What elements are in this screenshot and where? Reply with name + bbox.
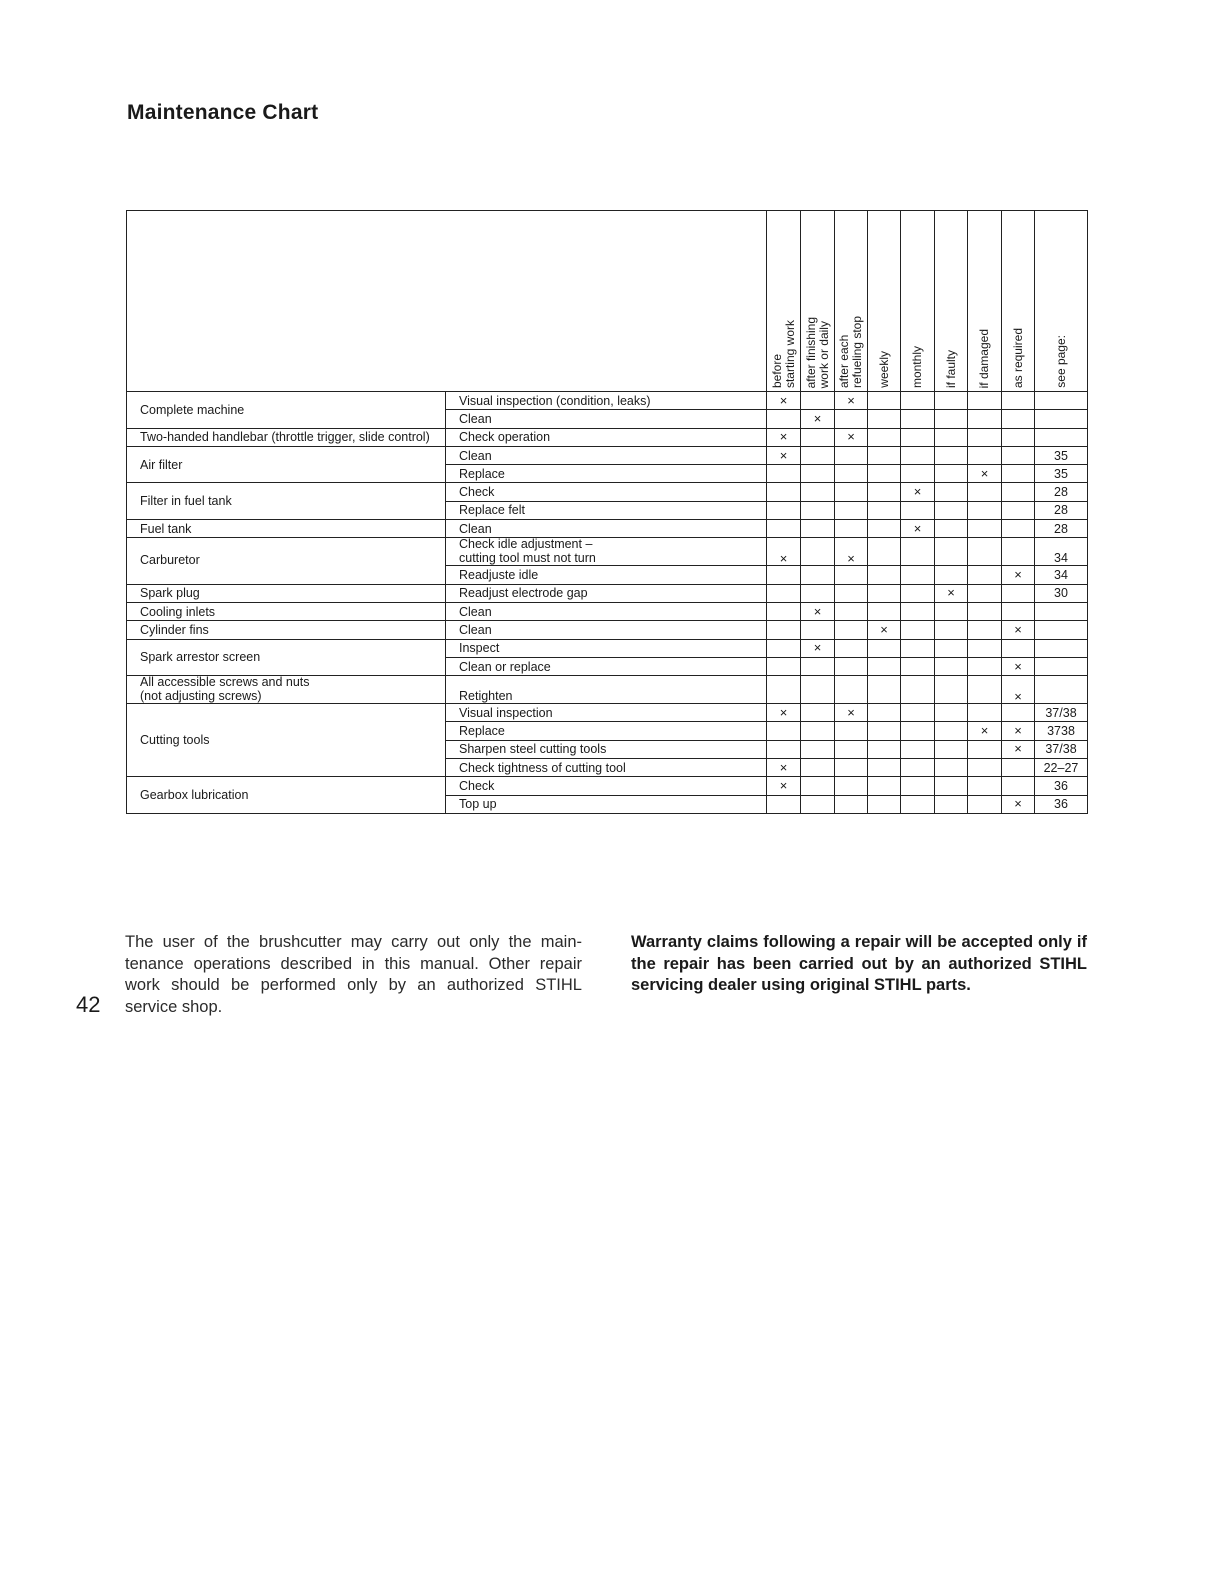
interval-mark-cell (835, 621, 868, 639)
check-mark: × (1014, 621, 1022, 637)
interval-mark-cell (1002, 759, 1035, 777)
interval-mark-cell (901, 566, 935, 584)
table-row (127, 392, 1088, 410)
interval-mark-cell (901, 657, 935, 675)
interval-mark-cell (968, 795, 1002, 813)
see-page-cell: 37/38 (1035, 740, 1088, 758)
interval-mark-cell (1002, 538, 1035, 566)
interval-mark-cell (868, 501, 901, 519)
action-cell: Readjuste idle (446, 566, 767, 584)
action-cell: Replace (446, 465, 767, 483)
page-title: Maintenance Chart (127, 101, 319, 124)
interval-mark-cell (1002, 795, 1035, 813)
check-mark: × (947, 585, 955, 601)
interval-mark-cell (1002, 777, 1035, 795)
interval-mark-cell (901, 740, 935, 758)
interval-mark-cell (767, 566, 801, 584)
interval-mark-cell (835, 740, 868, 758)
interval-mark-cell (835, 722, 868, 740)
interval-mark-cell (868, 392, 901, 410)
column-header-label: if faulty (943, 349, 958, 388)
see-page-cell (1035, 621, 1088, 639)
interval-mark-cell (901, 428, 935, 446)
action-cell: Top up (446, 795, 767, 813)
interval-mark-cell (767, 722, 801, 740)
interval-mark-cell (767, 392, 801, 410)
interval-mark-cell (868, 584, 901, 602)
component-cell: Cooling inlets (127, 602, 446, 620)
column-header-label: before starting work (769, 319, 797, 388)
interval-mark-cell (901, 584, 935, 602)
action-cell: Clean (446, 621, 767, 639)
interval-mark-cell (835, 446, 868, 464)
interval-mark-cell (767, 584, 801, 602)
interval-mark-cell (801, 520, 835, 538)
see-page-cell: 22–27 (1035, 759, 1088, 777)
interval-mark-cell (935, 722, 968, 740)
see-page-cell: 35 (1035, 465, 1088, 483)
interval-mark-cell (968, 740, 1002, 758)
interval-mark-cell (935, 584, 968, 602)
interval-mark-cell (801, 722, 835, 740)
action-cell: Visual inspection (condition, leaks) (446, 392, 767, 410)
check-mark: × (1014, 688, 1022, 704)
interval-mark-cell (935, 704, 968, 722)
interval-mark-cell (935, 392, 968, 410)
interval-mark-cell (868, 795, 901, 813)
interval-mark-cell (1002, 602, 1035, 620)
interval-mark-cell (935, 465, 968, 483)
interval-mark-cell (868, 777, 901, 795)
header-row (127, 211, 1088, 392)
interval-mark-cell (901, 621, 935, 639)
interval-mark-cell (901, 602, 935, 620)
interval-mark-cell (935, 520, 968, 538)
interval-mark-cell (801, 621, 835, 639)
see-page-cell: 37/38 (1035, 704, 1088, 722)
interval-mark-cell (835, 676, 868, 704)
interval-mark-cell (901, 410, 935, 428)
interval-mark-cell (968, 584, 1002, 602)
interval-mark-cell (868, 657, 901, 675)
interval-mark-cell (767, 538, 801, 566)
check-mark: × (847, 550, 855, 566)
interval-mark-cell (767, 501, 801, 519)
action-cell: Check (446, 483, 767, 501)
check-mark: × (779, 447, 788, 463)
check-mark: × (779, 704, 788, 720)
interval-mark-cell (868, 538, 901, 566)
interval-mark-cell (835, 428, 868, 446)
interval-mark-cell (968, 501, 1002, 519)
interval-mark-cell (801, 602, 835, 620)
interval-mark-cell (1002, 520, 1035, 538)
column-header-label: as required (1010, 327, 1025, 388)
table-row (127, 538, 1088, 566)
interval-mark-cell (868, 676, 901, 704)
check-mark: × (980, 723, 989, 739)
interval-mark-cell (801, 584, 835, 602)
table-row (127, 621, 1088, 639)
check-mark: × (1014, 567, 1022, 583)
interval-mark-cell (935, 602, 968, 620)
interval-mark-cell (901, 777, 935, 795)
interval-mark-cell (935, 446, 968, 464)
see-page-cell (1035, 428, 1088, 446)
interval-mark-cell (835, 657, 868, 675)
interval-mark-cell (801, 465, 835, 483)
column-header-label: after finishing work or daily (803, 316, 831, 388)
interval-mark-cell (1002, 584, 1035, 602)
interval-mark-cell (801, 657, 835, 675)
interval-mark-cell (901, 722, 935, 740)
interval-mark-cell (968, 428, 1002, 446)
interval-mark-cell (767, 657, 801, 675)
interval-mark-cell (935, 777, 968, 795)
see-page-cell: 34 (1035, 538, 1088, 566)
interval-mark-cell (968, 446, 1002, 464)
interval-mark-cell (767, 602, 801, 620)
interval-mark-cell (835, 501, 868, 519)
interval-mark-cell (935, 657, 968, 675)
maintenance-note: The user of the brushcutter may carry out only the maintenance operations described in this manual. Other repair work should be performed only by an authorized STIHL service shop. (125, 933, 582, 1016)
interval-mark-cell (901, 483, 935, 501)
component-cell: Cylinder fins (127, 621, 446, 639)
page-number: 42 (76, 992, 101, 1017)
interval-mark-cell (801, 676, 835, 704)
interval-mark-cell (835, 795, 868, 813)
component-cell: Air filter (127, 446, 446, 483)
component-cell: Filter in fuel tank (127, 483, 446, 520)
component-cell: Cutting tools (127, 704, 446, 777)
interval-mark-cell (1002, 621, 1035, 639)
interval-mark-cell (1002, 465, 1035, 483)
interval-mark-cell (935, 676, 968, 704)
interval-mark-cell (835, 392, 868, 410)
interval-mark-cell (801, 410, 835, 428)
check-mark: × (913, 520, 922, 536)
interval-mark-cell (968, 410, 1002, 428)
interval-mark-cell (801, 428, 835, 446)
interval-mark-cell (935, 795, 968, 813)
table-row (127, 639, 1088, 657)
table-row (127, 428, 1088, 446)
interval-mark-cell (767, 676, 801, 704)
interval-mark-cell (935, 639, 968, 657)
action-cell: Clean (446, 446, 767, 464)
interval-mark-cell (835, 538, 868, 566)
component-cell: All accessible screws and nuts (not adjusting screws) (127, 676, 446, 704)
interval-mark-cell (801, 501, 835, 519)
interval-mark-cell (767, 704, 801, 722)
interval-mark-cell (1002, 410, 1035, 428)
interval-mark-cell (868, 722, 901, 740)
chart-body (127, 392, 1088, 814)
table-row (127, 602, 1088, 620)
component-cell: Spark arrestor screen (127, 639, 446, 676)
header-blank-cell (127, 211, 767, 392)
interval-mark-cell (901, 676, 935, 704)
interval-mark-cell (901, 704, 935, 722)
warranty-note: Warranty claims following a repair will be accepted only if the repair has been carried out by an authorized STIHL servicing dealer using original STIHL parts. (631, 933, 1087, 994)
interval-mark-cell (835, 584, 868, 602)
see-page-cell: 28 (1035, 501, 1088, 519)
interval-mark-cell (868, 639, 901, 657)
column-header-label: monthly (910, 345, 924, 388)
see-page-cell: 36 (1035, 795, 1088, 813)
interval-mark-cell (1002, 722, 1035, 740)
interval-mark-cell (1002, 501, 1035, 519)
interval-mark-cell (767, 795, 801, 813)
interval-mark-cell (968, 392, 1002, 410)
interval-mark-cell (968, 759, 1002, 777)
interval-mark-cell (801, 446, 835, 464)
interval-mark-cell (901, 639, 935, 657)
interval-mark-cell (968, 621, 1002, 639)
interval-mark-cell (868, 704, 901, 722)
component-cell: Gearbox lubrication (127, 777, 446, 814)
interval-mark-cell (868, 740, 901, 758)
interval-mark-cell (767, 740, 801, 758)
check-mark: × (880, 621, 888, 637)
see-page-cell: 3738 (1035, 722, 1088, 740)
interval-mark-cell (767, 410, 801, 428)
interval-mark-cell (1002, 704, 1035, 722)
check-mark: × (779, 392, 788, 408)
check-mark: × (847, 429, 855, 445)
interval-mark-cell (868, 465, 901, 483)
see-page-cell: 28 (1035, 520, 1088, 538)
action-cell: Sharpen steel cutting tools (446, 740, 767, 758)
interval-mark-cell (835, 566, 868, 584)
interval-mark-cell (868, 759, 901, 777)
column-header (801, 211, 835, 392)
interval-mark-cell (868, 520, 901, 538)
interval-mark-cell (968, 566, 1002, 584)
action-cell: Visual inspection (446, 704, 767, 722)
interval-mark-cell (935, 501, 968, 519)
see-page-cell (1035, 657, 1088, 675)
interval-mark-cell (767, 428, 801, 446)
interval-mark-cell (868, 428, 901, 446)
interval-mark-cell (801, 639, 835, 657)
interval-mark-cell (935, 759, 968, 777)
interval-mark-cell (935, 566, 968, 584)
column-header (767, 211, 801, 392)
interval-mark-cell (968, 676, 1002, 704)
column-header-label: see page: (1053, 335, 1068, 388)
table-row (127, 520, 1088, 538)
interval-mark-cell (968, 777, 1002, 795)
interval-mark-cell (767, 777, 801, 795)
column-header (835, 211, 868, 392)
see-page-cell: 30 (1035, 584, 1088, 602)
see-page-cell: 34 (1035, 566, 1088, 584)
interval-mark-cell (767, 520, 801, 538)
see-page-cell (1035, 602, 1088, 620)
action-cell: Clean or replace (446, 657, 767, 675)
interval-mark-cell (767, 639, 801, 657)
table-row (127, 676, 1088, 704)
column-header (935, 211, 968, 392)
check-mark: × (779, 777, 788, 793)
component-cell: Carburetor (127, 538, 446, 584)
see-page-cell (1035, 676, 1088, 704)
table-row (127, 584, 1088, 602)
interval-mark-cell (801, 704, 835, 722)
interval-mark-cell (801, 566, 835, 584)
interval-mark-cell (801, 759, 835, 777)
check-mark: × (1014, 658, 1022, 674)
see-page-cell (1035, 639, 1088, 657)
interval-mark-cell (935, 621, 968, 639)
interval-mark-cell (801, 795, 835, 813)
column-header (901, 211, 935, 392)
table-row (127, 777, 1088, 795)
interval-mark-cell (868, 483, 901, 501)
interval-mark-cell (935, 483, 968, 501)
check-mark: × (847, 704, 855, 720)
column-header-label: after each refueling stop (837, 315, 864, 388)
interval-mark-cell (835, 777, 868, 795)
column-header (968, 211, 1002, 392)
interval-mark-cell (901, 520, 935, 538)
interval-mark-cell (767, 483, 801, 501)
interval-mark-cell (968, 722, 1002, 740)
interval-mark-cell (1002, 657, 1035, 675)
maintenance-chart-table (126, 210, 1088, 814)
interval-mark-cell (835, 704, 868, 722)
interval-mark-cell (1002, 392, 1035, 410)
check-mark: × (813, 603, 822, 619)
see-page-cell: 35 (1035, 446, 1088, 464)
interval-mark-cell (767, 759, 801, 777)
action-cell: Check idle adjustment – cutting tool must not turn (446, 538, 767, 566)
action-cell: Readjust electrode gap (446, 584, 767, 602)
interval-mark-cell (835, 520, 868, 538)
interval-mark-cell (968, 602, 1002, 620)
interval-mark-cell (801, 483, 835, 501)
interval-mark-cell (935, 428, 968, 446)
interval-mark-cell (868, 446, 901, 464)
interval-mark-cell (1002, 483, 1035, 501)
interval-mark-cell (835, 639, 868, 657)
interval-mark-cell (767, 621, 801, 639)
interval-mark-cell (868, 621, 901, 639)
interval-mark-cell (868, 602, 901, 620)
check-mark: × (980, 465, 989, 481)
check-mark: × (1014, 723, 1022, 739)
check-mark: × (1014, 741, 1022, 757)
action-cell: Check (446, 777, 767, 795)
interval-mark-cell (1002, 676, 1035, 704)
table-row (127, 483, 1088, 501)
action-cell: Replace (446, 722, 767, 740)
check-mark: × (813, 410, 822, 426)
see-page-cell: 36 (1035, 777, 1088, 795)
action-cell: Inspect (446, 639, 767, 657)
interval-mark-cell (1002, 740, 1035, 758)
check-mark: × (1014, 796, 1022, 812)
action-cell: Clean (446, 410, 767, 428)
action-cell: Replace felt (446, 501, 767, 519)
interval-mark-cell (901, 538, 935, 566)
interval-mark-cell (901, 446, 935, 464)
interval-mark-cell (801, 392, 835, 410)
interval-mark-cell (901, 392, 935, 410)
check-mark: × (913, 484, 922, 500)
interval-mark-cell (968, 483, 1002, 501)
see-page-cell (1035, 392, 1088, 410)
see-page-cell (1035, 410, 1088, 428)
interval-mark-cell (1002, 566, 1035, 584)
column-header (868, 211, 901, 392)
interval-mark-cell (835, 410, 868, 428)
interval-mark-cell (1002, 639, 1035, 657)
check-mark: × (779, 429, 788, 445)
interval-mark-cell (968, 639, 1002, 657)
action-cell: Clean (446, 602, 767, 620)
column-header (1002, 211, 1035, 392)
interval-mark-cell (935, 538, 968, 566)
check-mark: × (813, 640, 822, 656)
column-header (1035, 211, 1088, 392)
interval-mark-cell (835, 602, 868, 620)
interval-mark-cell (801, 777, 835, 795)
table-row (127, 446, 1088, 464)
interval-mark-cell (767, 465, 801, 483)
interval-mark-cell (968, 538, 1002, 566)
interval-mark-cell (968, 657, 1002, 675)
check-mark: × (847, 392, 855, 408)
table-row (127, 704, 1088, 722)
action-cell: Retighten (446, 676, 767, 704)
interval-mark-cell (835, 465, 868, 483)
action-cell: Check tightness of cutting tool (446, 759, 767, 777)
interval-mark-cell (968, 520, 1002, 538)
action-cell: Clean (446, 520, 767, 538)
interval-mark-cell (1002, 446, 1035, 464)
interval-mark-cell (901, 465, 935, 483)
interval-mark-cell (901, 501, 935, 519)
interval-mark-cell (968, 465, 1002, 483)
action-cell: Check operation (446, 428, 767, 446)
component-cell: Spark plug (127, 584, 446, 602)
interval-mark-cell (901, 795, 935, 813)
interval-mark-cell (868, 410, 901, 428)
interval-mark-cell (767, 446, 801, 464)
interval-mark-cell (835, 483, 868, 501)
column-header-label: weekly (876, 351, 891, 388)
interval-mark-cell (801, 740, 835, 758)
interval-mark-cell (901, 759, 935, 777)
interval-mark-cell (935, 740, 968, 758)
component-cell: Two-handed handlebar (throttle trigger, slide control) (127, 428, 446, 446)
interval-mark-cell (935, 410, 968, 428)
interval-mark-cell (801, 538, 835, 566)
interval-mark-cell (968, 704, 1002, 722)
interval-mark-cell (868, 566, 901, 584)
component-cell: Complete machine (127, 392, 446, 429)
interval-mark-cell (835, 759, 868, 777)
interval-mark-cell (1002, 428, 1035, 446)
column-header-label: if damaged (977, 328, 991, 388)
see-page-cell: 28 (1035, 483, 1088, 501)
component-cell: Fuel tank (127, 520, 446, 538)
check-mark: × (779, 759, 788, 775)
check-mark: × (779, 550, 788, 566)
